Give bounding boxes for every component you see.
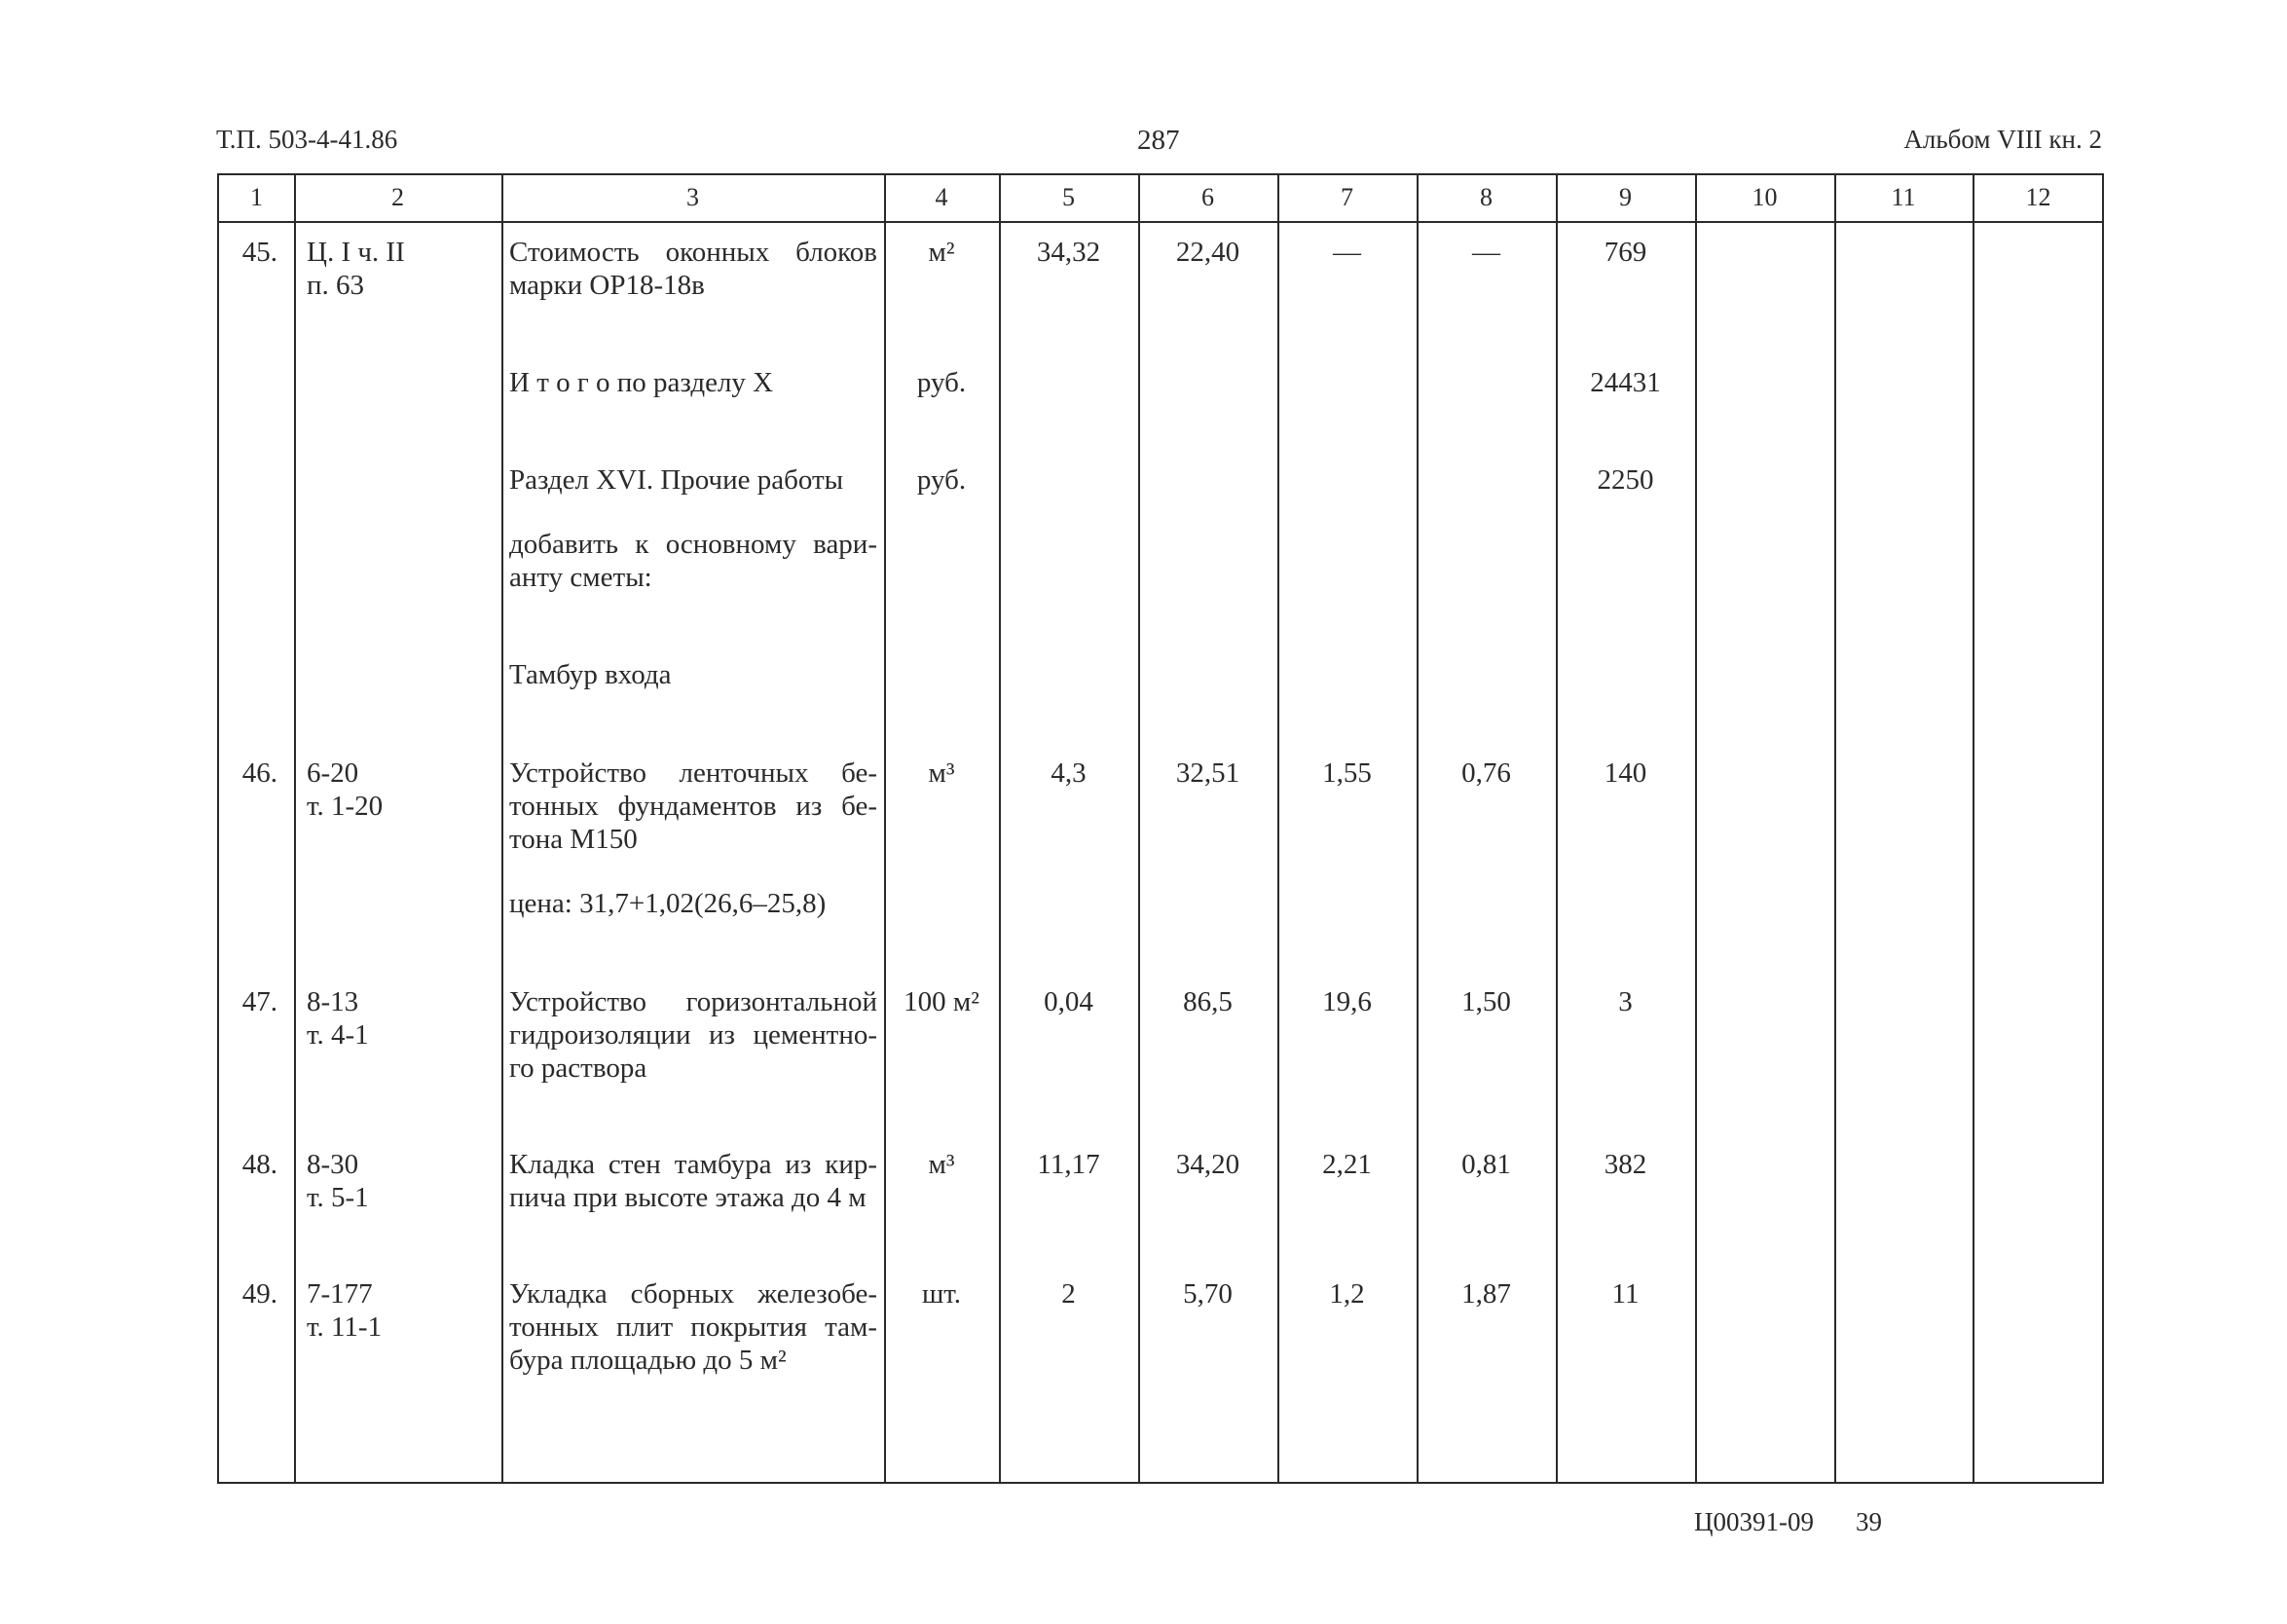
- section-total-label: И т о г о по разделу X: [509, 367, 774, 398]
- rate-code: 8-30 т. 5-1: [307, 1149, 369, 1213]
- row-number: 46.: [241, 757, 277, 789]
- total-cost: 24431: [1590, 367, 1661, 398]
- subsection-heading: Тамбур входа: [509, 659, 672, 690]
- total-cost: 3: [1618, 986, 1633, 1017]
- unit: руб.: [916, 367, 967, 398]
- price-formula: цена: 31,7+1,02(26,6–25,8): [509, 888, 827, 919]
- note-text: добавить к основному вари-анту сметы:: [509, 529, 877, 593]
- col7-value: 19,6: [1322, 986, 1372, 1017]
- row-number: 48.: [241, 1149, 277, 1180]
- unit: м³: [928, 1149, 955, 1180]
- rate-code: 6-20 т. 1-20: [307, 757, 384, 822]
- unit: руб.: [916, 464, 967, 496]
- total-cost: 769: [1604, 237, 1647, 268]
- quantity: 4,3: [1051, 757, 1087, 789]
- rate-code: 7-177 т. 11-1: [307, 1278, 383, 1343]
- unit: 100 м²: [904, 986, 979, 1017]
- quantity: 0,04: [1044, 986, 1093, 1017]
- document-code: Т.П. 503-4-41.86: [216, 125, 398, 154]
- column-number: 4: [935, 183, 948, 211]
- col7-value: —: [1333, 237, 1361, 268]
- quantity: 11,17: [1037, 1149, 1100, 1180]
- work-description: Стоимость оконных блоков марки ОР18-18в: [509, 237, 877, 301]
- col8-value: —: [1472, 237, 1500, 268]
- column-number: 2: [391, 183, 404, 211]
- row-number: 45.: [241, 237, 277, 268]
- unit-price: 86,5: [1183, 986, 1233, 1017]
- album-label: Альбом VIII кн. 2: [1903, 125, 2102, 154]
- total-cost: 2250: [1597, 464, 1654, 496]
- column-number: 8: [1480, 183, 1493, 211]
- column-number: 11: [1891, 183, 1916, 211]
- total-cost: 11: [1611, 1278, 1640, 1310]
- unit-price: 32,51: [1175, 757, 1240, 789]
- quantity: 2: [1061, 1278, 1076, 1310]
- column-number: 9: [1619, 183, 1632, 211]
- column-divider: [1695, 175, 1697, 1482]
- column-number: 1: [250, 183, 263, 211]
- col8-value: 0,76: [1461, 757, 1511, 789]
- work-description: Устройство горизонтальной гидроизоляции из цементно-го раствора: [509, 986, 877, 1084]
- total-cost: 140: [1604, 757, 1647, 789]
- column-divider: [501, 175, 503, 1482]
- column-divider: [294, 175, 296, 1482]
- unit-price: 5,70: [1183, 1278, 1233, 1310]
- footer-document-code: Ц00391-09: [1694, 1507, 1814, 1536]
- work-description: Укладка сборных железобе-тонных плит покрытия там-бура площадью до 5 м²: [509, 1278, 877, 1376]
- page-number: 287: [1137, 125, 1180, 156]
- column-number: 6: [1201, 183, 1214, 211]
- rate-code: Ц. I ч. II п. 63: [307, 237, 405, 301]
- unit-price: 22,40: [1175, 237, 1240, 268]
- column-number: 7: [1341, 183, 1353, 211]
- unit: шт.: [921, 1278, 962, 1310]
- col7-value: 2,21: [1322, 1149, 1372, 1180]
- rate-code: 8-13 т. 4-1: [307, 986, 369, 1051]
- quantity: 34,32: [1036, 237, 1101, 268]
- unit: м²: [928, 237, 955, 268]
- total-cost: 382: [1604, 1149, 1647, 1180]
- col8-value: 1,87: [1461, 1278, 1511, 1310]
- work-description: Кладка стен тамбура из кир-пича при высоте этажа до 4 м: [509, 1149, 877, 1213]
- col7-value: 1,55: [1322, 757, 1372, 789]
- col8-value: 1,50: [1461, 986, 1511, 1017]
- column-number: 12: [2025, 183, 2051, 211]
- footer-page-number: 39: [1856, 1507, 1882, 1536]
- estimate-table: [217, 173, 2104, 1484]
- col8-value: 0,81: [1461, 1149, 1511, 1180]
- unit-price: 34,20: [1175, 1149, 1240, 1180]
- header-separator: [219, 221, 2102, 223]
- column-number: 10: [1752, 183, 1778, 211]
- section-heading: Раздел XVI. Прочие работы: [509, 464, 844, 496]
- column-number: 3: [686, 183, 699, 211]
- row-number: 47.: [241, 986, 277, 1017]
- column-divider: [1973, 175, 1974, 1482]
- col7-value: 1,2: [1329, 1278, 1365, 1310]
- column-divider: [1834, 175, 1836, 1482]
- column-number: 5: [1062, 183, 1075, 211]
- row-number: 49.: [241, 1278, 277, 1310]
- unit: м³: [928, 757, 955, 789]
- work-description: Устройство ленточных бе-тонных фундаментов из бе-тона М150: [509, 757, 877, 855]
